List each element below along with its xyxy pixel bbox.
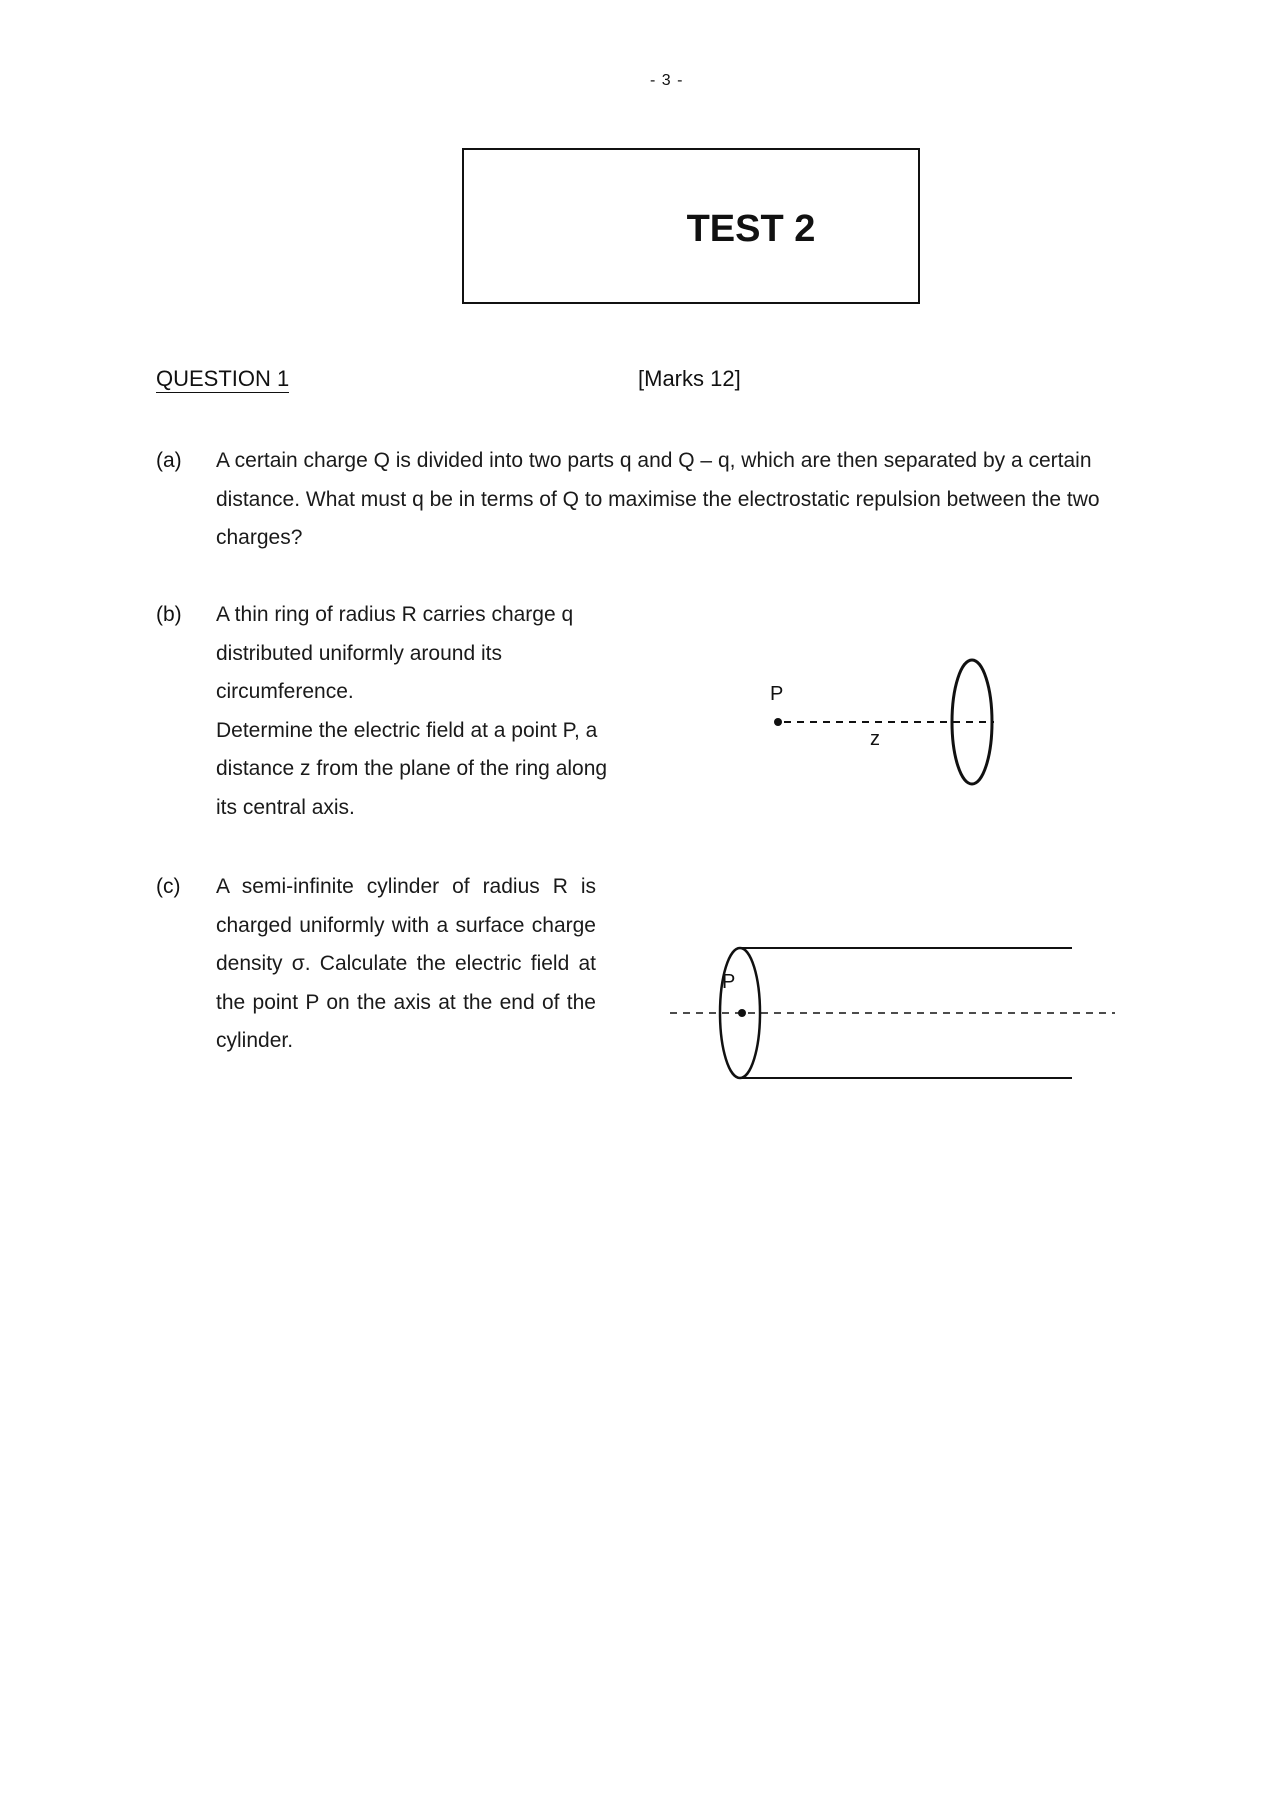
ring-point-label: P (770, 683, 784, 705)
page-number: - 3 - (650, 72, 684, 89)
test-title: TEST 2 (686, 208, 816, 250)
part-c-label: (c) (156, 875, 181, 898)
part-b-line: circumference. (216, 680, 354, 703)
cylinder-diagram (670, 940, 1120, 1090)
question-heading: QUESTION 1 (156, 366, 290, 391)
part-b-text (216, 596, 666, 827)
cylinder-point-p-dot (738, 1009, 746, 1017)
question-marks: [Marks 12] (638, 366, 741, 391)
part-b-label: (b) (156, 603, 182, 626)
ring-diagram (760, 650, 1020, 790)
part-b-line: distributed uniformly around its (216, 641, 502, 665)
title-box (462, 148, 920, 304)
part-b-line: its central axis. (216, 795, 355, 819)
ring-distance-label: z (870, 728, 880, 750)
part-a-label: (a) (156, 449, 182, 472)
part-b-line: A thin ring of radius R carries charge q (216, 603, 574, 626)
cylinder-point-label: P (722, 971, 736, 993)
point-p-dot (774, 718, 782, 726)
part-c-text: A semi-infinite cylinder of radius R is charged uniformly with a surface charge density σ. Calculate the electric field at the point P on the axis at the end of the cylinder. (216, 875, 596, 1052)
part-a-text: A certain charge Q is divided into two parts q and Q – q, which are then separated by a certain distance. What must q be in terms of Q to maximise the electrostatic repulsion between the two charges? (216, 449, 1100, 549)
part-b-line: distance z from the plane of the ring along (216, 757, 608, 780)
part-b-line: Determine the electric field at a point P, a (216, 718, 598, 742)
